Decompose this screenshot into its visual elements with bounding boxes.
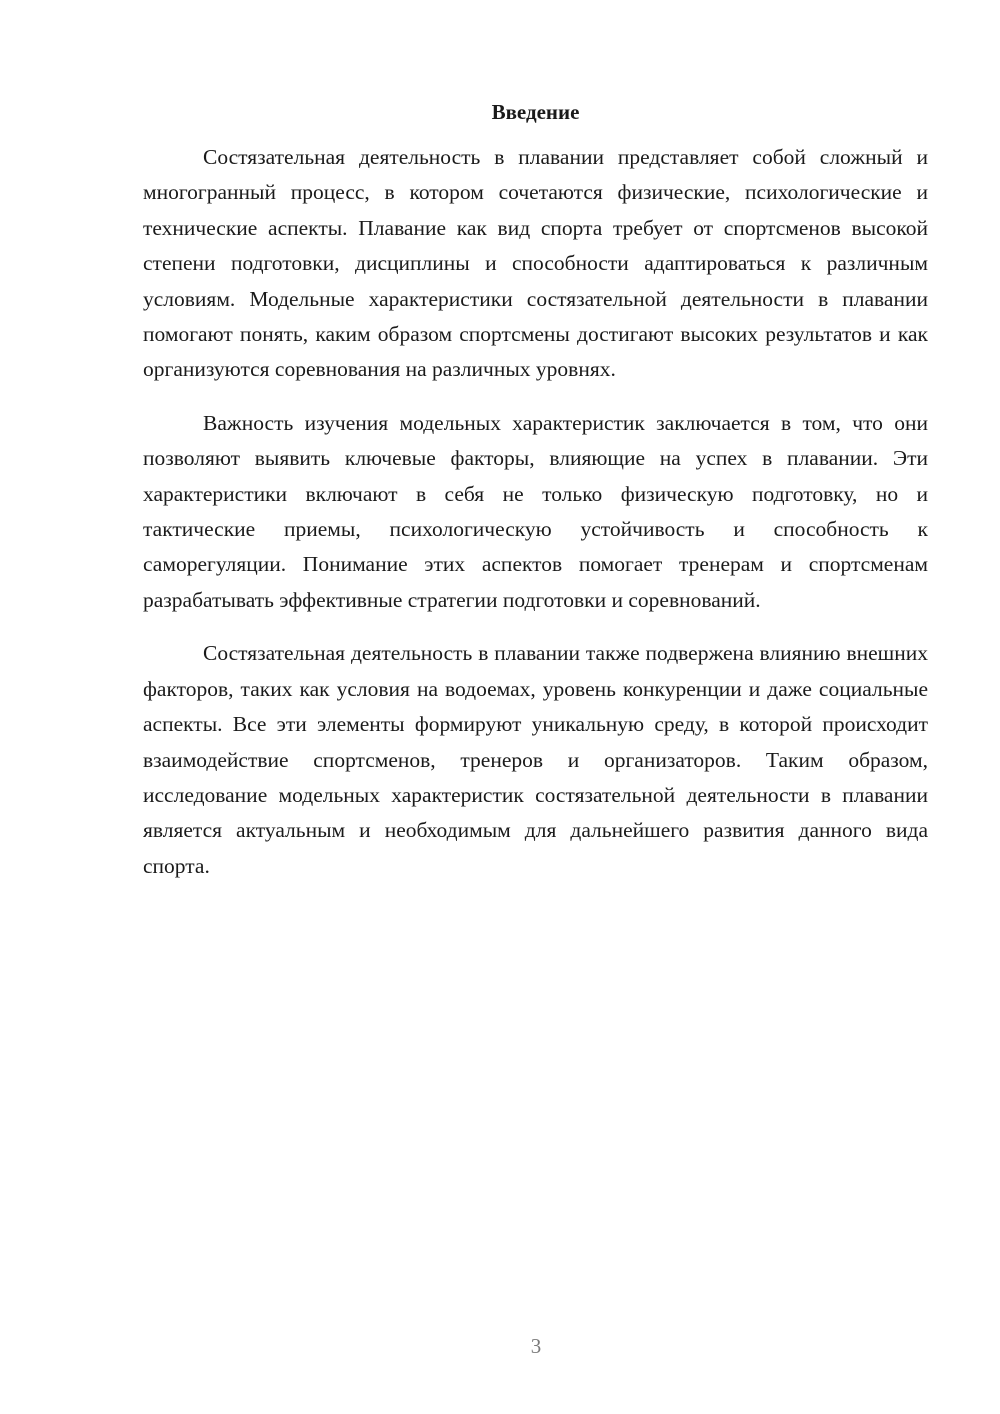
page-number: 3 <box>530 1334 542 1358</box>
page-content <box>143 96 928 884</box>
section-heading: Введение <box>491 100 580 124</box>
paragraph-2: Важность изучения модельных характеристик заключается в том, что они позволяют выявить ключевые факторы, влияющие на успех в плавании. Эти характеристики включают в себя не только физическую подготовку, но и тактические приемы, психологическую устойчивость и способность к саморегуляции. Понимание этих аспектов помогает тренерам и спортсменам разрабатывать эффективные стратегии подготовки и соревнований. <box>143 410 928 612</box>
paragraph-1: Состязательная деятельность в плавании представляет собой сложный и многогранный процесс, в котором сочетаются физические, психологические и технические аспекты. Плавание как вид спорта требует от спортсменов высокой степени подготовки, дисциплины и способности адаптироваться к различным условиям. Модельные характеристики состязательной деятельности в плавании помогают понять, каким образом спортсмены достигают высоких результатов и как организуются соревнования на различных уровнях. <box>143 145 928 382</box>
paragraph-3: Состязательная деятельность в плавании также подвержена влиянию внешних факторов, таких как условия на водоемах, уровень конкуренции и даже социальные аспекты. Все эти элементы формируют уникальную среду, в которой происходит взаимодействие спортсменов, тренеров и организаторов. Таким образом, исследование модельных характеристик состязательной деятельности в плавании является актуальным и необходимым для дальнейшего развития данного вида спорта. <box>143 641 928 878</box>
